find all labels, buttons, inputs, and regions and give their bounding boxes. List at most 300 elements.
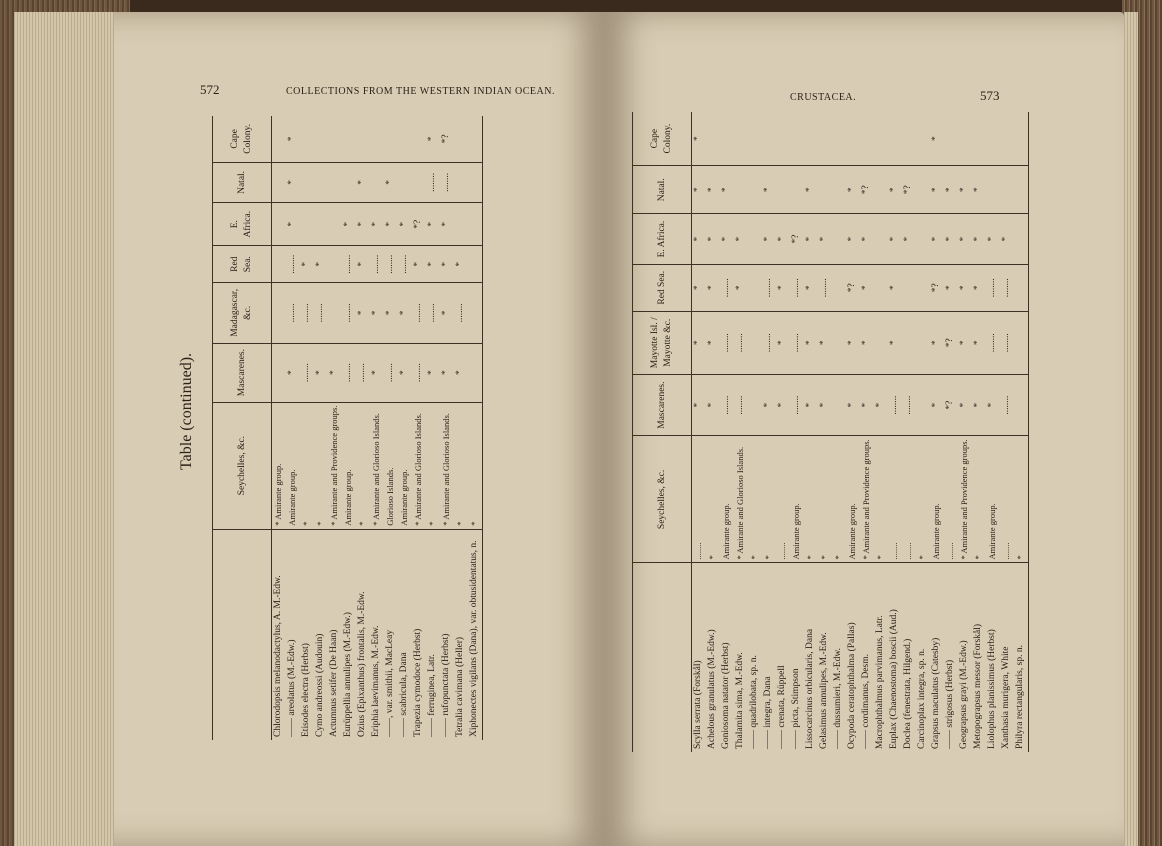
cell-madagascar: * — [692, 311, 707, 374]
cell-seychelles: ........ — [944, 436, 958, 563]
cell-seychelles: Amirante group. — [790, 436, 804, 563]
cell-cape — [846, 112, 860, 166]
cell-e-africa: * — [720, 214, 734, 265]
species-name: Grapsus maculatus (Catesby) — [931, 637, 941, 749]
species-name: Achelous granulatus (M.-Edw.) — [707, 629, 717, 749]
species-name: Philyra rectangularis, sp. n. — [1015, 645, 1025, 749]
cell-e-africa: * — [342, 203, 356, 246]
cell-e-africa: * — [972, 214, 986, 265]
cell-seychelles: * Amirante and Glorioso Islands. — [440, 402, 454, 529]
cell-seychelles: Amirante group. — [846, 436, 860, 563]
species-name: Eurüppellia annulipes (M.-Edw.) — [343, 612, 353, 737]
table-row — [468, 116, 483, 740]
cell-seychelles: * — [1014, 436, 1029, 563]
cell-red-sea: * — [860, 264, 874, 311]
cell-red-sea: * — [958, 264, 972, 311]
cell-madagascar: ........ — [454, 283, 468, 344]
cell-red-sea: * — [454, 246, 468, 283]
cell-e-africa: * — [370, 203, 384, 246]
cell-mascarenes: ........ — [1000, 374, 1014, 435]
table-row — [412, 116, 426, 740]
species-name: Thalamita sima, M.-Edw. — [735, 652, 745, 749]
table-row — [440, 116, 454, 740]
column-header: Mascarenes. — [213, 343, 272, 402]
cell-madagascar — [468, 283, 483, 344]
cell-seychelles: Amirante group. — [398, 402, 412, 529]
cell-natal — [1014, 166, 1029, 214]
cell-red-sea: ........ — [790, 264, 804, 311]
cell-cape — [776, 112, 790, 166]
cell-cape — [860, 112, 874, 166]
right-species-table — [632, 112, 1029, 752]
cell-cape — [748, 112, 762, 166]
cell-mascarenes: ........ — [342, 343, 356, 402]
cell-cape: *? — [440, 116, 454, 162]
species-name: Eriphia laevimanus, M.-Edw. — [371, 625, 381, 737]
cell-natal — [342, 162, 356, 202]
cell-seychelles: ........ — [692, 436, 707, 563]
table-row — [944, 112, 958, 752]
cell-red-sea: * — [692, 264, 707, 311]
cell-red-sea: ........ — [342, 246, 356, 283]
species-name: —— cordimanus, Desm. — [861, 654, 871, 749]
cell-e-africa: * — [986, 214, 1000, 265]
table-row — [1000, 112, 1014, 752]
species-name: Etisodes electra (Herbst) — [301, 643, 311, 737]
cell-natal — [986, 166, 1000, 214]
species-name: —— ferruginea, Latr. — [427, 654, 437, 737]
species-name: Geograpsus grayi (M.-Edw.) — [959, 640, 969, 749]
cell-mascarenes: * — [454, 343, 468, 402]
species-name: Trapezia cymodoce (Herbst) — [413, 628, 423, 737]
cell-red-sea: ........ — [370, 246, 384, 283]
cell-cape — [398, 116, 412, 162]
table-row — [342, 116, 356, 740]
cell-natal: * — [356, 162, 370, 202]
species-name: —— quadrilobata, sp. n. — [749, 655, 759, 749]
species-name: Xanthasia murigera, White — [1001, 646, 1011, 749]
cell-mascarenes: ........ — [902, 374, 916, 435]
cell-mascarenes: * — [286, 343, 300, 402]
cell-cape — [790, 112, 804, 166]
cell-mascarenes: * — [706, 374, 720, 435]
cell-red-sea — [468, 246, 483, 283]
column-header: Mayotte Isl. / Mayotte &c. — [633, 311, 692, 374]
cell-cape — [370, 116, 384, 162]
cell-cape: * — [692, 112, 707, 166]
table-row — [762, 112, 776, 752]
cell-seychelles: * — [832, 436, 846, 563]
cell-cape — [874, 112, 888, 166]
cell-madagascar: *? — [944, 311, 958, 374]
cell-madagascar — [748, 311, 762, 374]
cell-natal: * — [762, 166, 776, 214]
species-name: —— rufopunctata (Herbst) — [441, 633, 451, 737]
cell-cape — [272, 116, 287, 162]
cell-mascarenes: * — [398, 343, 412, 402]
cell-seychelles: * — [874, 436, 888, 563]
cell-mascarenes: * — [762, 374, 776, 435]
cell-red-sea — [272, 246, 287, 283]
cell-madagascar: * — [930, 311, 944, 374]
table-row — [734, 112, 748, 752]
cell-natal — [272, 162, 287, 202]
cell-mascarenes: * — [860, 374, 874, 435]
cell-mascarenes: * — [426, 343, 440, 402]
cell-seychelles: Amirante group. — [986, 436, 1000, 563]
species-name: —— integra, Dana — [763, 676, 773, 749]
cell-red-sea — [1014, 264, 1029, 311]
table-row — [314, 116, 328, 740]
table-row — [328, 116, 342, 740]
cell-red-sea: ........ — [762, 264, 776, 311]
table-row — [1014, 112, 1029, 752]
species-name: Goniosoma natator (Herbst) — [721, 642, 731, 749]
column-header: E. Africa. — [633, 214, 692, 265]
cell-red-sea: * — [356, 246, 370, 283]
table-row — [692, 112, 707, 752]
cell-natal — [776, 166, 790, 214]
cell-madagascar — [272, 283, 287, 344]
table-row — [846, 112, 860, 752]
column-header: Natal. — [213, 162, 272, 202]
cell-mascarenes — [748, 374, 762, 435]
cell-madagascar — [328, 283, 342, 344]
cell-mascarenes: ........ — [384, 343, 398, 402]
cell-red-sea — [916, 264, 930, 311]
cell-red-sea: *? — [846, 264, 860, 311]
species-name: Euplax (Chaenostoma) boscii (Aud.) — [889, 609, 899, 749]
table-row — [300, 116, 314, 740]
cell-seychelles: * — [426, 402, 440, 529]
cell-natal — [328, 162, 342, 202]
cell-red-sea: * — [944, 264, 958, 311]
cell-natal — [398, 162, 412, 202]
cell-madagascar: * — [804, 311, 818, 374]
cell-madagascar: ........ — [762, 311, 776, 374]
cell-red-sea: * — [734, 264, 748, 311]
cell-seychelles: * — [706, 436, 720, 563]
species-name: —— crenata, Rüppell — [777, 665, 787, 749]
cell-mascarenes: * — [370, 343, 384, 402]
cell-seychelles: Amirante group. — [720, 436, 734, 563]
cell-mascarenes: * — [930, 374, 944, 435]
cell-e-africa: * — [818, 214, 832, 265]
cell-seychelles: * — [454, 402, 468, 529]
cell-mascarenes: *? — [944, 374, 958, 435]
species-name: Scylla serrata (Forskål) — [693, 660, 703, 749]
cell-madagascar — [874, 311, 888, 374]
species-name: —— dussumieri, M.-Edw. — [833, 648, 843, 749]
cell-e-africa: *? — [412, 203, 426, 246]
cell-seychelles: ........ — [902, 436, 916, 563]
cell-mascarenes: ........ — [790, 374, 804, 435]
column-header: Red Sea. — [213, 246, 272, 283]
species-name: Chlorodopsis melanodactylus, A. M.-Edw. — [273, 575, 283, 737]
cell-e-africa — [1014, 214, 1029, 265]
cell-mascarenes: * — [440, 343, 454, 402]
table-row — [776, 112, 790, 752]
table-row — [902, 112, 916, 752]
cell-madagascar: ........ — [286, 283, 300, 344]
cell-natal — [734, 166, 748, 214]
species-name: —— picta, Stimpson — [791, 668, 801, 749]
species-name: —— strigosus (Herbst) — [945, 659, 955, 749]
cell-e-africa: * — [286, 203, 300, 246]
cell-e-africa: * — [384, 203, 398, 246]
cell-madagascar: ........ — [986, 311, 1000, 374]
species-name: Tetralia cavimana (Heller) — [455, 636, 465, 737]
cell-e-africa — [454, 203, 468, 246]
table-row — [272, 116, 287, 740]
column-header: E. Africa. — [213, 203, 272, 246]
cell-red-sea: * — [426, 246, 440, 283]
column-header: Mascarenes. — [633, 374, 692, 435]
cell-madagascar: * — [384, 283, 398, 344]
table-row — [356, 116, 370, 740]
table-row — [930, 112, 944, 752]
cell-seychelles: * Amirante and Providence groups. — [328, 402, 342, 529]
cell-mascarenes: * — [972, 374, 986, 435]
cell-natal: *? — [902, 166, 916, 214]
cell-e-africa — [748, 214, 762, 265]
cell-natal: * — [958, 166, 972, 214]
table-row — [860, 112, 874, 752]
cell-seychelles: * — [804, 436, 818, 563]
table-row — [790, 112, 804, 752]
cell-madagascar: ........ — [300, 283, 314, 344]
cell-mascarenes: * — [314, 343, 328, 402]
right-page-number: 573 — [980, 88, 1000, 103]
cell-red-sea — [748, 264, 762, 311]
cell-cape — [958, 112, 972, 166]
table-row — [384, 116, 398, 740]
species-name: Actumnus setifer (De Haan) — [329, 629, 339, 737]
cell-seychelles: ........ — [776, 436, 790, 563]
cell-e-africa: * — [846, 214, 860, 265]
cell-e-africa — [314, 203, 328, 246]
cell-mascarenes: ........ — [720, 374, 734, 435]
right-page-edges — [1124, 12, 1138, 846]
cell-cape — [902, 112, 916, 166]
cell-red-sea — [832, 264, 846, 311]
cell-seychelles: * Amirante and Providence groups. — [860, 436, 874, 563]
cell-seychelles: Glorioso Islands. — [384, 402, 398, 529]
cell-cape — [412, 116, 426, 162]
cell-e-africa: * — [776, 214, 790, 265]
cell-mascarenes — [272, 343, 287, 402]
cell-e-africa: * — [888, 214, 902, 265]
cell-seychelles: Amirante group. — [342, 402, 356, 529]
cell-cape — [762, 112, 776, 166]
cell-red-sea: ........ — [818, 264, 832, 311]
cell-seychelles: * — [972, 436, 986, 563]
cell-natal: * — [384, 162, 398, 202]
cell-red-sea: * — [412, 246, 426, 283]
cell-cape — [356, 116, 370, 162]
species-name: Metopograpsus messor (Forskål) — [973, 623, 983, 749]
cell-e-africa: * — [944, 214, 958, 265]
cell-mascarenes: * — [804, 374, 818, 435]
cell-cape: * — [426, 116, 440, 162]
cell-red-sea: * — [776, 264, 790, 311]
cell-natal — [874, 166, 888, 214]
cell-natal — [454, 162, 468, 202]
cell-red-sea: * — [888, 264, 902, 311]
cell-cape — [468, 116, 483, 162]
column-header: Seychelles, &c. — [213, 402, 272, 529]
species-name: Ocypoda ceratophthalma (Pallas) — [847, 622, 857, 749]
cell-cape — [706, 112, 720, 166]
cell-mascarenes — [468, 343, 483, 402]
cell-natal — [1000, 166, 1014, 214]
cell-red-sea: * — [440, 246, 454, 283]
cell-mascarenes — [832, 374, 846, 435]
species-name: Carcinoplax integra, sp. n. — [917, 648, 927, 749]
cell-madagascar: * — [398, 283, 412, 344]
table-row — [398, 116, 412, 740]
cell-seychelles: * — [748, 436, 762, 563]
cell-madagascar — [832, 311, 846, 374]
left-table-wrapper — [212, 116, 483, 740]
cell-e-africa — [468, 203, 483, 246]
cell-red-sea — [328, 246, 342, 283]
cell-red-sea: ........ — [986, 264, 1000, 311]
species-name: Macrophthalmus parvimanus, Latr. — [875, 615, 885, 749]
cell-natal — [300, 162, 314, 202]
table-row — [818, 112, 832, 752]
cell-e-africa: * — [440, 203, 454, 246]
cell-mascarenes: * — [776, 374, 790, 435]
right-table-wrapper — [632, 112, 1029, 752]
species-name: —— areolatus (M.-Edw.) — [287, 639, 297, 737]
column-header-species — [633, 563, 692, 752]
cell-mascarenes: * — [818, 374, 832, 435]
cell-mascarenes: ........ — [734, 374, 748, 435]
cell-red-sea: * — [804, 264, 818, 311]
cell-seychelles: * — [356, 402, 370, 529]
column-header: Cape Colony. — [213, 116, 272, 162]
table-row — [426, 116, 440, 740]
cell-madagascar — [902, 311, 916, 374]
cell-seychelles: * — [818, 436, 832, 563]
cell-seychelles: * — [468, 402, 483, 529]
cell-natal: * — [944, 166, 958, 214]
cell-cape — [300, 116, 314, 162]
cell-seychelles: * — [916, 436, 930, 563]
cell-madagascar: * — [860, 311, 874, 374]
cell-natal: * — [846, 166, 860, 214]
table-row — [286, 116, 300, 740]
species-name: Liolophus planissimus (Herbst) — [987, 629, 997, 749]
cell-cape — [342, 116, 356, 162]
cell-mascarenes — [916, 374, 930, 435]
cell-cape — [314, 116, 328, 162]
cell-madagascar: * — [972, 311, 986, 374]
cell-cape — [454, 116, 468, 162]
cell-mascarenes: ........ — [356, 343, 370, 402]
species-name: Gelasimus annulipes, M.-Edw. — [819, 632, 829, 749]
cell-madagascar: * — [440, 283, 454, 344]
cell-e-africa: * — [398, 203, 412, 246]
table-row — [454, 116, 468, 740]
species-name: ——, var. smithii, MacLeay — [385, 629, 395, 737]
table-row — [720, 112, 734, 752]
cell-mascarenes: * — [986, 374, 1000, 435]
cell-seychelles: * — [314, 402, 328, 529]
cell-seychelles: * Amirante and Glorioso Islands. — [734, 436, 748, 563]
cell-natal — [314, 162, 328, 202]
cell-e-africa: * — [860, 214, 874, 265]
cell-cape — [944, 112, 958, 166]
cell-seychelles: * Amirante and Glorioso Islands. — [370, 402, 384, 529]
cell-mascarenes: * — [846, 374, 860, 435]
table-row — [748, 112, 762, 752]
cell-seychelles: ........ — [1000, 436, 1014, 563]
cell-e-africa: * — [692, 214, 707, 265]
cell-e-africa: * — [734, 214, 748, 265]
cell-natal: * — [930, 166, 944, 214]
species-name: Xiphonectes vigilans (Dana), var. obtusidentatus, n. — [469, 540, 479, 737]
cell-cape — [734, 112, 748, 166]
left-page-number: 572 — [200, 82, 220, 97]
cell-e-africa: * — [1000, 214, 1014, 265]
cell-cape — [916, 112, 930, 166]
cell-natal: * — [972, 166, 986, 214]
cell-natal: * — [706, 166, 720, 214]
cell-natal — [468, 162, 483, 202]
cell-red-sea: ........ — [384, 246, 398, 283]
cell-red-sea: * — [314, 246, 328, 283]
cell-mascarenes: ........ — [300, 343, 314, 402]
cell-mascarenes: * — [692, 374, 707, 435]
cell-e-africa: * — [902, 214, 916, 265]
cell-madagascar: * — [370, 283, 384, 344]
cell-madagascar: ........ — [734, 311, 748, 374]
cell-seychelles: * Amirante and Providence groups. — [958, 436, 972, 563]
cell-red-sea — [902, 264, 916, 311]
table-row — [958, 112, 972, 752]
cell-cape — [804, 112, 818, 166]
cell-madagascar — [1014, 311, 1029, 374]
cell-seychelles: Amirante group. — [930, 436, 944, 563]
cell-natal: ........ — [426, 162, 440, 202]
cell-madagascar — [916, 311, 930, 374]
cell-madagascar: * — [846, 311, 860, 374]
cell-madagascar: * — [356, 283, 370, 344]
table-row — [804, 112, 818, 752]
cell-seychelles: ........ — [888, 436, 902, 563]
cell-mascarenes: ........ — [888, 374, 902, 435]
cell-natal: *? — [860, 166, 874, 214]
cell-natal: * — [804, 166, 818, 214]
cell-e-africa — [272, 203, 287, 246]
cell-e-africa — [300, 203, 314, 246]
cell-madagascar: ........ — [1000, 311, 1014, 374]
cell-e-africa — [916, 214, 930, 265]
cell-natal — [412, 162, 426, 202]
column-header: Natal. — [633, 166, 692, 214]
cell-madagascar: ........ — [426, 283, 440, 344]
cell-madagascar: ........ — [412, 283, 426, 344]
species-name: Doclea (fenestrata, Hilgend.) — [903, 638, 913, 749]
cell-red-sea — [874, 264, 888, 311]
left-page-edges — [14, 12, 114, 846]
cell-cape — [384, 116, 398, 162]
table-row — [888, 112, 902, 752]
cell-cape — [818, 112, 832, 166]
cell-cape — [720, 112, 734, 166]
